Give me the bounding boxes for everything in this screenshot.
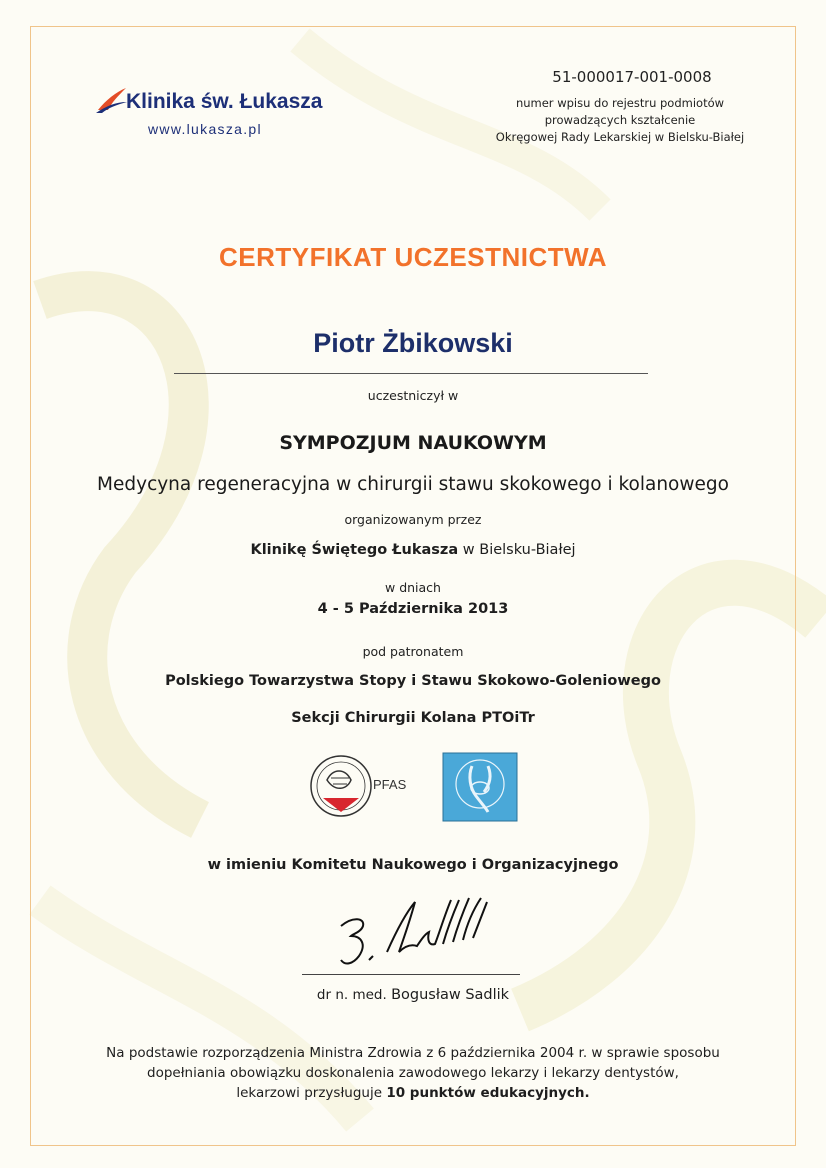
organized-by-text: organizowanym przez [344, 512, 482, 527]
patron-1: Polskiego Towarzystwa Stopy i Stawu Skokowo-Goleniowego [165, 673, 661, 689]
registry-desc-line: prowadzących kształcenie [544, 113, 696, 127]
signer-title: dr n. med. [316, 987, 387, 1003]
clinic-name: Klinika św. Łukasza [126, 90, 323, 113]
organizer-name: Klinikę Świętego Łukasza [250, 542, 459, 558]
clinic-url: www.lukasza.pl [148, 121, 262, 137]
dates-label: w dniach [385, 580, 441, 595]
patronage-label: pod patronatem [362, 644, 464, 659]
event-dates: 4 - 5 Października 2013 [317, 601, 509, 617]
pfas-logo-text: PFAS [373, 777, 407, 792]
legal-line [0, 1083, 826, 1103]
sekcja-chirurgii-kolana-logo [442, 752, 518, 822]
certificate-title: CERTYFIKAT UCZESTNICTWA [219, 242, 607, 272]
signature [335, 894, 495, 974]
legal-line: dopełniania obowiązku doskonalenia zawodowego lekarzy i lekarzy dentystów, [147, 1065, 679, 1081]
signer-name: Bogusław Sadlik [391, 987, 510, 1003]
education-points: 10 punktów edukacyjnych. [386, 1085, 590, 1101]
pfas-logo [309, 750, 407, 822]
event-type: SYMPOZJUM NAUKOWYM [279, 432, 547, 454]
participant-name: Piotr Żbikowski [313, 328, 513, 358]
committee-text: w imieniu Komitetu Naukowego i Organizacyjnego [207, 857, 619, 873]
legal-note [0, 1043, 826, 1103]
patron-2: Sekcji Chirurgii Kolana PTOiTr [291, 710, 535, 726]
registry-desc-line: Okręgowej Rady Lekarskiej w Bielsku-Białej [495, 130, 745, 144]
registry-desc-line: numer wpisu do rejestru podmiotów [515, 96, 725, 110]
registry-description [470, 95, 770, 146]
legal-line: Na podstawie rozporządzenia Ministra Zdrowia z 6 października 2004 r. w sprawie sposobu [106, 1045, 720, 1061]
organizer-place: w Bielsku-Białej [458, 542, 576, 558]
name-underline [174, 373, 648, 374]
organizer [0, 542, 826, 558]
signature-line [302, 974, 520, 975]
klinika-logo-icon [96, 86, 128, 114]
event-topic: Medycyna regeneracyjna w chirurgii stawu skokowego i kolanowego [97, 474, 729, 495]
legal-line-prefix: lekarzowi przysługuje [236, 1085, 387, 1101]
participated-text: uczestniczył w [367, 388, 459, 403]
signer [0, 987, 826, 1003]
registry-number: 51-000017-001-0008 [552, 68, 712, 86]
